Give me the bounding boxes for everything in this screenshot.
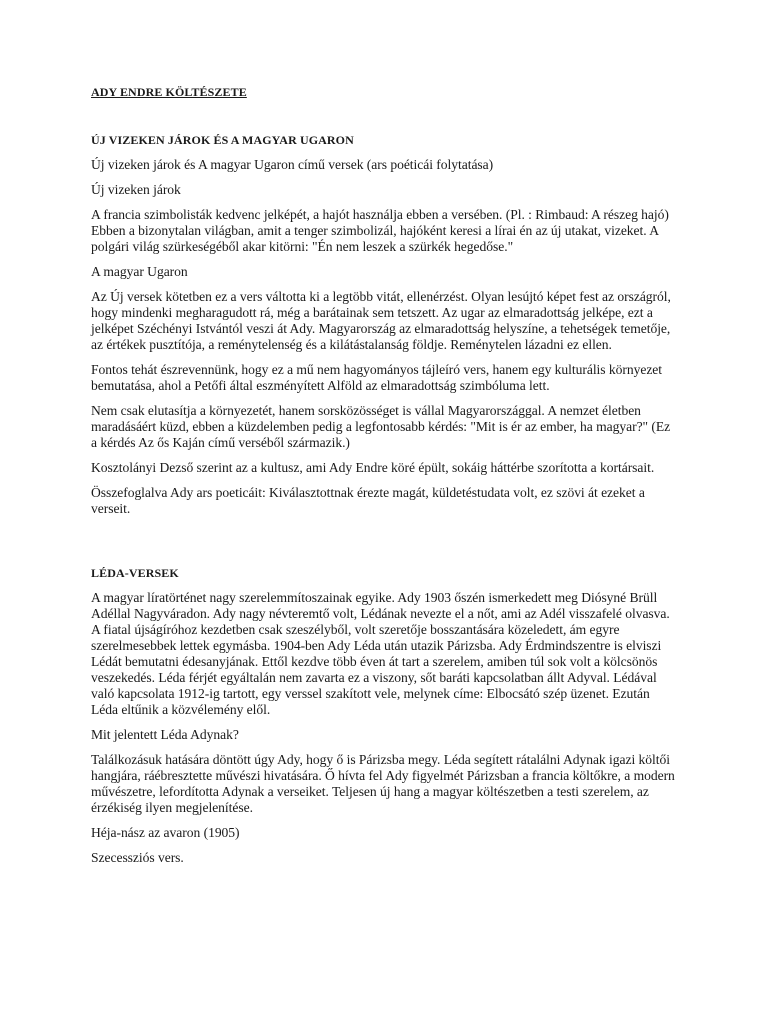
- section-uj-vizeken: [91, 132, 677, 517]
- document-title: ADY ENDRE KÖLTÉSZETE: [91, 85, 247, 99]
- paragraph: A magyar Ugaron: [91, 264, 188, 279]
- paragraph: Összefoglalva Ady ars poeticáit: Kiválasztottnak érezte magát, küldetéstudata volt, ez szövi át ezeket a verseit.: [91, 485, 645, 516]
- paragraph: Kosztolányi Dezső szerint az a kultusz, ami Ady Endre köré épült, sokáig háttérbe szorította a kortársait.: [91, 460, 655, 475]
- paragraph: Találkozásuk hatására döntött úgy Ady, hogy ő is Párizsba megy. Léda segített rátalálni Adynak igazi költői hangjára, ráébresztette művészi hivatására. Ő hívta fel Ady figyelmét Párizsban a francia költőkre, a modern művészetre, lefordította Adynak a verseiket. Teljesen új hang a magyar költészetben a testi szerelem, az érzékiség ilyen megjelenítése.: [91, 752, 675, 815]
- paragraph: Új vizeken járok: [91, 182, 181, 197]
- paragraph: A magyar líratörténet nagy szerelemmítoszainak egyike. Ady 1903 őszén ismerkedett meg Diósyné Brüll Adéllal Nagyváradon. Ady nagy névteremtő volt, Lédának nevezte el a nőt, ami az Adél visszafelé olvasva. A fiatal újságíróhoz kezdetben csak szeszélyből, volt szeretője bosszantására közeledett, ám egyre szerelmesebbek lettek egymásba. 1904-ben Ady Léda után utazik Párizsba. Ady Érdmindszentre is elviszi Lédát bemutatni édesanyjának. Ettől kezdve több éven át tart a szerelem, amiben túl sok volt a kölcsönös veszekedés. Léda férjét egyáltalán nem zavarta ez a viszony, sőt baráti kapcsolatban állt Adyval. Lédával való kapcsolata 1912-ig tartott, egy verssel szakított vele, melynek címe: Elbocsátó szép üzenet. Ezután Léda eltűnik a közvélemény elől.: [91, 590, 670, 717]
- paragraph: A francia szimbolisták kedvenc jelképét, a hajót használja ebben a versében. (Pl. : Rimbaud: A részeg hajó) Ebben a bizonytalan világban, amit a tenger szimbolizál, hajóként keresi a lírai én az új utakat, vizeket. A polgári világ szürkeségéből akar kitörni: "Én nem leszek a szürkék hegedőse.": [91, 207, 669, 254]
- paragraph: Új vizeken járok és A magyar Ugaron című versek (ars poéticái folytatása): [91, 157, 494, 172]
- paragraph: Mit jelentett Léda Adynak?: [91, 727, 239, 742]
- section-leda-versek: [91, 565, 677, 866]
- paragraph: Héja-nász az avaron (1905): [91, 825, 240, 840]
- paragraph: Szecessziós vers.: [91, 850, 184, 865]
- document-page: [91, 84, 677, 866]
- paragraph: Nem csak elutasítja a környezetét, hanem sorsközösséget is vállal Magyarországgal. A nemzet életben maradásáért küzd, ebben a küzdelemben pedig a legfontosabb kérdés: "Mit is ér az ember, ha magyar?" (Ez a kérdés Az ős Kaján című verséből származik.): [91, 403, 671, 450]
- paragraph: Az Új versek kötetben ez a vers váltotta ki a legtöbb vitát, ellenérzést. Olyan lesújtó képet fest az országról, hogy mindenki megharagudott rá, még a barátainak sem tetszett. Az ugar az elmaradottság jelképe, ezt a jelképet Széchényi Istvántól veszi át Ady. Magyarország az elmaradottság helyszíne, a tehetségek temetője, az értékek pusztítója, a reménytelenség és a kilátástalanság földje. Reménytelen lázadni ez ellen.: [91, 289, 671, 352]
- paragraph: Fontos tehát észrevennünk, hogy ez a mű nem hagyományos tájleíró vers, hanem egy kulturális környezet bemutatása, ahol a Petőfi által eszményített Alföld az elmaradottság szimbóluma lett.: [91, 362, 663, 393]
- section-heading: LÉDA-VERSEK: [91, 566, 179, 580]
- section-heading: ÚJ VIZEKEN JÁROK ÉS A MAGYAR UGARON: [91, 133, 354, 147]
